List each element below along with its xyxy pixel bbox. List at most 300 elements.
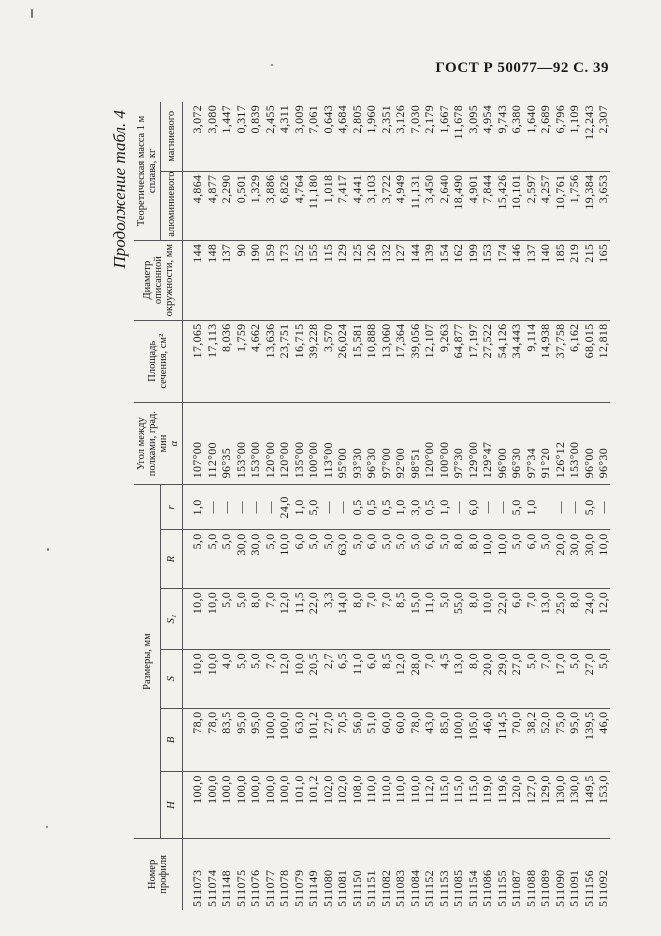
- cell-mass-al: 4,257: [537, 171, 552, 240]
- cell-H: 115,0: [465, 772, 480, 838]
- scan-speck: [271, 64, 273, 66]
- cell-mass-mg: 0,643: [320, 102, 335, 171]
- cell-B: 60,0: [378, 708, 393, 772]
- profiles-table: [134, 102, 610, 910]
- cell-diameter: 140: [537, 240, 552, 320]
- cell-S1: 14,0: [334, 588, 349, 649]
- cell-S1: 11,5: [291, 588, 306, 649]
- cell-S1: 7,0: [363, 588, 378, 649]
- cell-S: 10,0: [183, 650, 204, 708]
- cell-B: 101,2: [305, 708, 320, 772]
- cell-diameter: 199: [465, 240, 480, 320]
- cell-R: 5,0: [407, 530, 422, 588]
- cell-diameter: 148: [204, 240, 219, 320]
- cell-profile: 511082: [378, 838, 393, 910]
- cell-R: 5,0: [378, 530, 393, 588]
- cell-diameter: 129: [334, 240, 349, 320]
- cell-profile: 511078: [276, 838, 291, 910]
- cell-diameter: 137: [523, 240, 538, 320]
- header-R: R: [161, 530, 183, 588]
- cell-diameter: 144: [407, 240, 422, 320]
- cell-S1: 22,0: [305, 588, 320, 649]
- cell-R: 30,0: [247, 530, 262, 588]
- cell-profile: 511153: [436, 838, 451, 910]
- table-row: [537, 102, 552, 910]
- table-row: [233, 102, 248, 910]
- table-row: [378, 102, 393, 910]
- cell-B: 52,0: [537, 708, 552, 772]
- header-mass: Теоретическая масса 1 м сплава, кг: [134, 102, 161, 240]
- cell-mass-al: 7,844: [479, 171, 494, 240]
- cell-profile: 511079: [291, 838, 306, 910]
- cell-H: 110,0: [407, 772, 422, 838]
- scan-mark: [31, 9, 33, 18]
- cell-diameter: 173: [276, 240, 291, 320]
- cell-S: 4,5: [436, 650, 451, 708]
- table-row: [305, 102, 320, 910]
- cell-r: —: [450, 485, 465, 530]
- cell-R: 8,0: [450, 530, 465, 588]
- cell-r: —: [479, 485, 494, 530]
- cell-B: 75,0: [552, 708, 567, 772]
- cell-B: 95,0: [566, 708, 581, 772]
- header-mass-mg: магниевого: [161, 102, 183, 171]
- table-row: [566, 102, 581, 910]
- cell-diameter: 125: [349, 240, 364, 320]
- cell-mass-mg: 7,061: [305, 102, 320, 171]
- cell-diameter: 162: [450, 240, 465, 320]
- cell-S1: 8,0: [247, 588, 262, 649]
- cell-S: 27,0: [581, 650, 596, 708]
- cell-mass-al: 2,597: [523, 171, 538, 240]
- cell-profile: 511076: [247, 838, 262, 910]
- cell-angle: 113°00: [320, 402, 335, 484]
- cell-H: 129,0: [537, 772, 552, 838]
- header-S1: S₁: [161, 588, 183, 649]
- cell-mass-al: 18,490: [450, 171, 465, 240]
- cell-angle: 96°00: [494, 402, 509, 484]
- cell-S1: 8,0: [349, 588, 364, 649]
- cell-area: 17,113: [204, 320, 219, 402]
- cell-mass-mg: 1,640: [523, 102, 538, 171]
- cell-profile: 511156: [581, 838, 596, 910]
- cell-mass-mg: 3,072: [183, 102, 204, 171]
- cell-angle: 98°51: [407, 402, 422, 484]
- cell-area: 64,877: [450, 320, 465, 402]
- cell-S1: 7,0: [262, 588, 277, 649]
- cell-mass-mg: 1,960: [363, 102, 378, 171]
- cell-mass-mg: 1,109: [566, 102, 581, 171]
- cell-r: 24,0: [276, 485, 291, 530]
- cell-H: 100,0: [218, 772, 233, 838]
- table-row: [204, 102, 219, 910]
- cell-mass-mg: 0,317: [233, 102, 248, 171]
- cell-area: 9,263: [436, 320, 451, 402]
- cell-B: 100,0: [450, 708, 465, 772]
- table-body: [183, 102, 610, 910]
- header-dimensions: Размеры, мм: [134, 485, 161, 838]
- cell-profile: 511148: [218, 838, 233, 910]
- cell-angle: 107°00: [183, 402, 204, 484]
- cell-S: 6,5: [334, 650, 349, 708]
- cell-area: 37,758: [552, 320, 567, 402]
- cell-R: 6,0: [421, 530, 436, 588]
- cell-S1: 25,0: [552, 588, 567, 649]
- cell-H: 100,0: [276, 772, 291, 838]
- cell-r: —: [494, 485, 509, 530]
- cell-mass-mg: 4,954: [479, 102, 494, 171]
- cell-diameter: 144: [183, 240, 204, 320]
- cell-area: 16,715: [291, 320, 306, 402]
- cell-r: 1,0: [291, 485, 306, 530]
- cell-S1: 22,0: [494, 588, 509, 649]
- table-row: [436, 102, 451, 910]
- cell-profile: 511085: [450, 838, 465, 910]
- cell-S: 12,0: [276, 650, 291, 708]
- cell-S1: 12,0: [595, 588, 610, 649]
- cell-S1: 7,0: [523, 588, 538, 649]
- cell-mass-al: 3,653: [595, 171, 610, 240]
- cell-diameter: 146: [508, 240, 523, 320]
- cell-area: 23,751: [276, 320, 291, 402]
- cell-H: 110,0: [378, 772, 393, 838]
- cell-mass-mg: 2,351: [378, 102, 393, 171]
- cell-angle: 129°47: [479, 402, 494, 484]
- cell-angle: 97°34: [523, 402, 538, 484]
- cell-mass-al: 7,417: [334, 171, 349, 240]
- table-row: [479, 102, 494, 910]
- cell-diameter: 165: [595, 240, 610, 320]
- cell-r: 1,0: [392, 485, 407, 530]
- cell-angle: 153°00: [233, 402, 248, 484]
- cell-H: 108,0: [349, 772, 364, 838]
- cell-mass-al: 4,877: [204, 171, 219, 240]
- cell-R: 63,0: [334, 530, 349, 588]
- cell-H: 153,0: [595, 772, 610, 838]
- cell-S: 5,0: [247, 650, 262, 708]
- cell-S1: 5,0: [218, 588, 233, 649]
- cell-S1: 8,0: [566, 588, 581, 649]
- cell-B: 83,5: [218, 708, 233, 772]
- cell-mass-al: 4,441: [349, 171, 364, 240]
- cell-S1: 15,0: [407, 588, 422, 649]
- cell-angle: 126°12: [552, 402, 567, 484]
- cell-profile: 511081: [334, 838, 349, 910]
- cell-angle: 100°00: [305, 402, 320, 484]
- cell-mass-al: 19,384: [581, 171, 596, 240]
- cell-S1: 12,0: [276, 588, 291, 649]
- header-angle-symbol: α: [169, 440, 180, 447]
- cell-mass-al: 11,180: [305, 171, 320, 240]
- cell-area: 14,938: [537, 320, 552, 402]
- cell-diameter: 127: [392, 240, 407, 320]
- cell-mass-al: 2,290: [218, 171, 233, 240]
- cell-area: 12,107: [421, 320, 436, 402]
- cell-angle: 120°00: [421, 402, 436, 484]
- cell-S: 7,0: [421, 650, 436, 708]
- table-row: [581, 102, 596, 910]
- cell-B: 56,0: [349, 708, 364, 772]
- cell-diameter: 215: [581, 240, 596, 320]
- cell-area: 1,759: [233, 320, 248, 402]
- cell-mass-al: 3,103: [363, 171, 378, 240]
- cell-mass-al: 4,764: [291, 171, 306, 240]
- cell-S: 27,0: [508, 650, 523, 708]
- cell-B: 95,0: [247, 708, 262, 772]
- cell-H: 101,0: [291, 772, 306, 838]
- cell-mass-mg: 12,243: [581, 102, 596, 171]
- cell-R: 30,0: [233, 530, 248, 588]
- cell-R: 5,0: [183, 530, 204, 588]
- cell-S: 12,0: [392, 650, 407, 708]
- cell-mass-al: 3,722: [378, 171, 393, 240]
- cell-S: 20,5: [305, 650, 320, 708]
- cell-angle: 96°35: [218, 402, 233, 484]
- cell-area: 15,581: [349, 320, 364, 402]
- cell-mass-al: 10,761: [552, 171, 567, 240]
- cell-mass-mg: 4,684: [334, 102, 349, 171]
- cell-mass-mg: 6,796: [552, 102, 567, 171]
- cell-R: 6,0: [291, 530, 306, 588]
- cell-H: 100,0: [233, 772, 248, 838]
- cell-H: 100,0: [204, 772, 219, 838]
- cell-H: 110,0: [392, 772, 407, 838]
- cell-diameter: 139: [421, 240, 436, 320]
- cell-B: 27,0: [320, 708, 335, 772]
- cell-mass-mg: 4,311: [276, 102, 291, 171]
- cell-B: 51,0: [363, 708, 378, 772]
- header-B: B: [161, 708, 183, 772]
- cell-S: 10,0: [204, 650, 219, 708]
- cell-H: 110,0: [363, 772, 378, 838]
- cell-angle: 93°30: [349, 402, 364, 484]
- cell-diameter: 90: [233, 240, 248, 320]
- table-row: [508, 102, 523, 910]
- cell-area: 12,818: [595, 320, 610, 402]
- cell-profile: 511084: [407, 838, 422, 910]
- cell-S1: 10,0: [183, 588, 204, 649]
- cell-diameter: 159: [262, 240, 277, 320]
- cell-S1: 24,0: [581, 588, 596, 649]
- cell-H: 119,6: [494, 772, 509, 838]
- cell-profile: 511152: [421, 838, 436, 910]
- cell-S1: 8,5: [392, 588, 407, 649]
- cell-angle: 120°00: [276, 402, 291, 484]
- cell-B: 85,0: [436, 708, 451, 772]
- cell-H: 100,0: [247, 772, 262, 838]
- cell-mass-mg: 1,447: [218, 102, 233, 171]
- header-diameter: Диаметр описанной окружности, мм: [134, 240, 183, 320]
- cell-R: 30,0: [566, 530, 581, 588]
- cell-r: 5,0: [508, 485, 523, 530]
- cell-S: 5,0: [595, 650, 610, 708]
- cell-r: 1,0: [436, 485, 451, 530]
- cell-R: 10,0: [479, 530, 494, 588]
- cell-mass-mg: 3,009: [291, 102, 306, 171]
- cell-R: 5,0: [262, 530, 277, 588]
- cell-B: 46,0: [595, 708, 610, 772]
- cell-r: 5,0: [581, 485, 596, 530]
- table-row: [450, 102, 465, 910]
- cell-S1: 11,0: [421, 588, 436, 649]
- cell-r: —: [233, 485, 248, 530]
- cell-B: 105,0: [465, 708, 480, 772]
- cell-area: 39,228: [305, 320, 320, 402]
- cell-r: 0,5: [378, 485, 393, 530]
- table-row: [595, 102, 610, 910]
- cell-r: —: [595, 485, 610, 530]
- cell-S1: 8,0: [465, 588, 480, 649]
- cell-diameter: 219: [566, 240, 581, 320]
- cell-diameter: 185: [552, 240, 567, 320]
- cell-area: 27,522: [479, 320, 494, 402]
- cell-R: 10,0: [595, 530, 610, 588]
- cell-angle: 92°00: [392, 402, 407, 484]
- cell-mass-mg: 2,689: [537, 102, 552, 171]
- cell-B: 60,0: [392, 708, 407, 772]
- cell-S: 29,0: [494, 650, 509, 708]
- cell-r: —: [566, 485, 581, 530]
- cell-B: 70,5: [334, 708, 349, 772]
- table-row: [407, 102, 422, 910]
- cell-H: 115,0: [450, 772, 465, 838]
- cell-R: 30,0: [581, 530, 596, 588]
- cell-profile: 511089: [537, 838, 552, 910]
- cell-mass-al: 4,949: [392, 171, 407, 240]
- cell-R: 5,0: [305, 530, 320, 588]
- cell-S: 2,7: [320, 650, 335, 708]
- cell-angle: 96°30: [363, 402, 378, 484]
- cell-r: [537, 485, 552, 530]
- cell-H: 149,5: [581, 772, 596, 838]
- cell-angle: 96°30: [595, 402, 610, 484]
- cell-profile: 511088: [523, 838, 538, 910]
- table-row: [276, 102, 291, 910]
- cell-R: 5,0: [436, 530, 451, 588]
- cell-R: 6,0: [523, 530, 538, 588]
- cell-H: 120,0: [508, 772, 523, 838]
- cell-diameter: 154: [436, 240, 451, 320]
- header-S: S: [161, 650, 183, 708]
- cell-H: 100,0: [183, 772, 204, 838]
- cell-R: 10,0: [494, 530, 509, 588]
- cell-profile: 511073: [183, 838, 204, 910]
- cell-B: 95,0: [233, 708, 248, 772]
- cell-mass-al: 0,501: [233, 171, 248, 240]
- cell-area: 39,056: [407, 320, 422, 402]
- cell-B: 46,0: [479, 708, 494, 772]
- cell-mass-al: 15,426: [494, 171, 509, 240]
- cell-area: 3,570: [320, 320, 335, 402]
- cell-H: 112,0: [421, 772, 436, 838]
- cell-area: 9,114: [523, 320, 538, 402]
- cell-S1: 13,0: [537, 588, 552, 649]
- cell-S1: 3,3: [320, 588, 335, 649]
- cell-H: 119,0: [479, 772, 494, 838]
- cell-area: 8,036: [218, 320, 233, 402]
- cell-area: 10,888: [363, 320, 378, 402]
- cell-mass-mg: 1,667: [436, 102, 451, 171]
- header-angle-label: Угол между полками, град. мин: [136, 410, 169, 477]
- table-caption: Продолжение табл. 4: [110, 110, 129, 269]
- cell-mass-mg: 2,805: [349, 102, 364, 171]
- cell-R: 5,0: [218, 530, 233, 588]
- cell-angle: 129°00: [465, 402, 480, 484]
- cell-mass-mg: 11,678: [450, 102, 465, 171]
- cell-r: 0,5: [421, 485, 436, 530]
- cell-B: 139,5: [581, 708, 596, 772]
- table-row: [552, 102, 567, 910]
- cell-R: 6,0: [363, 530, 378, 588]
- cell-H: 115,0: [436, 772, 451, 838]
- cell-angle: 96°30: [508, 402, 523, 484]
- cell-mass-al: 6,826: [276, 171, 291, 240]
- cell-mass-mg: 3,080: [204, 102, 219, 171]
- cell-diameter: 174: [494, 240, 509, 320]
- scan-speck: [47, 548, 49, 551]
- cell-angle: 135°00: [291, 402, 306, 484]
- cell-r: —: [552, 485, 567, 530]
- header-H: H: [161, 772, 183, 838]
- cell-H: 130,0: [566, 772, 581, 838]
- cell-diameter: 126: [363, 240, 378, 320]
- table-row: [392, 102, 407, 910]
- cell-area: 34,443: [508, 320, 523, 402]
- cell-profile: 511075: [233, 838, 248, 910]
- cell-profile: 511091: [566, 838, 581, 910]
- table-row: [218, 102, 233, 910]
- cell-S: 13,0: [450, 650, 465, 708]
- cell-B: 100,0: [262, 708, 277, 772]
- cell-mass-al: 4,901: [465, 171, 480, 240]
- cell-B: 70,0: [508, 708, 523, 772]
- cell-S: 28,0: [407, 650, 422, 708]
- cell-S: 4,0: [218, 650, 233, 708]
- cell-angle: 97°00: [378, 402, 393, 484]
- cell-r: 5,0: [305, 485, 320, 530]
- cell-S1: 5,0: [233, 588, 248, 649]
- cell-S: 8,5: [378, 650, 393, 708]
- cell-angle: 153°00: [247, 402, 262, 484]
- cell-profile: 511083: [392, 838, 407, 910]
- cell-profile: 511150: [349, 838, 364, 910]
- table-row: [363, 102, 378, 910]
- cell-area: 68,015: [581, 320, 596, 402]
- cell-area: 17,364: [392, 320, 407, 402]
- cell-S: 6,0: [363, 650, 378, 708]
- cell-profile: 511077: [262, 838, 277, 910]
- cell-diameter: 152: [291, 240, 306, 320]
- cell-mass-al: 2,640: [436, 171, 451, 240]
- cell-profile: 511154: [465, 838, 480, 910]
- cell-mass-mg: 2,307: [595, 102, 610, 171]
- cell-B: 100,0: [276, 708, 291, 772]
- cell-r: 1,0: [183, 485, 204, 530]
- table-row: [523, 102, 538, 910]
- cell-B: 78,0: [407, 708, 422, 772]
- cell-area: 13,060: [378, 320, 393, 402]
- cell-H: 100,0: [262, 772, 277, 838]
- cell-angle: 96°00: [581, 402, 596, 484]
- cell-S: 7,0: [537, 650, 552, 708]
- cell-B: 78,0: [183, 708, 204, 772]
- cell-R: 5,0: [537, 530, 552, 588]
- cell-r: 3,0: [407, 485, 422, 530]
- header-area: Площадь сечения, см²: [134, 320, 183, 402]
- cell-angle: 112°00: [204, 402, 219, 484]
- cell-mass-al: 3,450: [421, 171, 436, 240]
- cell-R: 5,0: [349, 530, 364, 588]
